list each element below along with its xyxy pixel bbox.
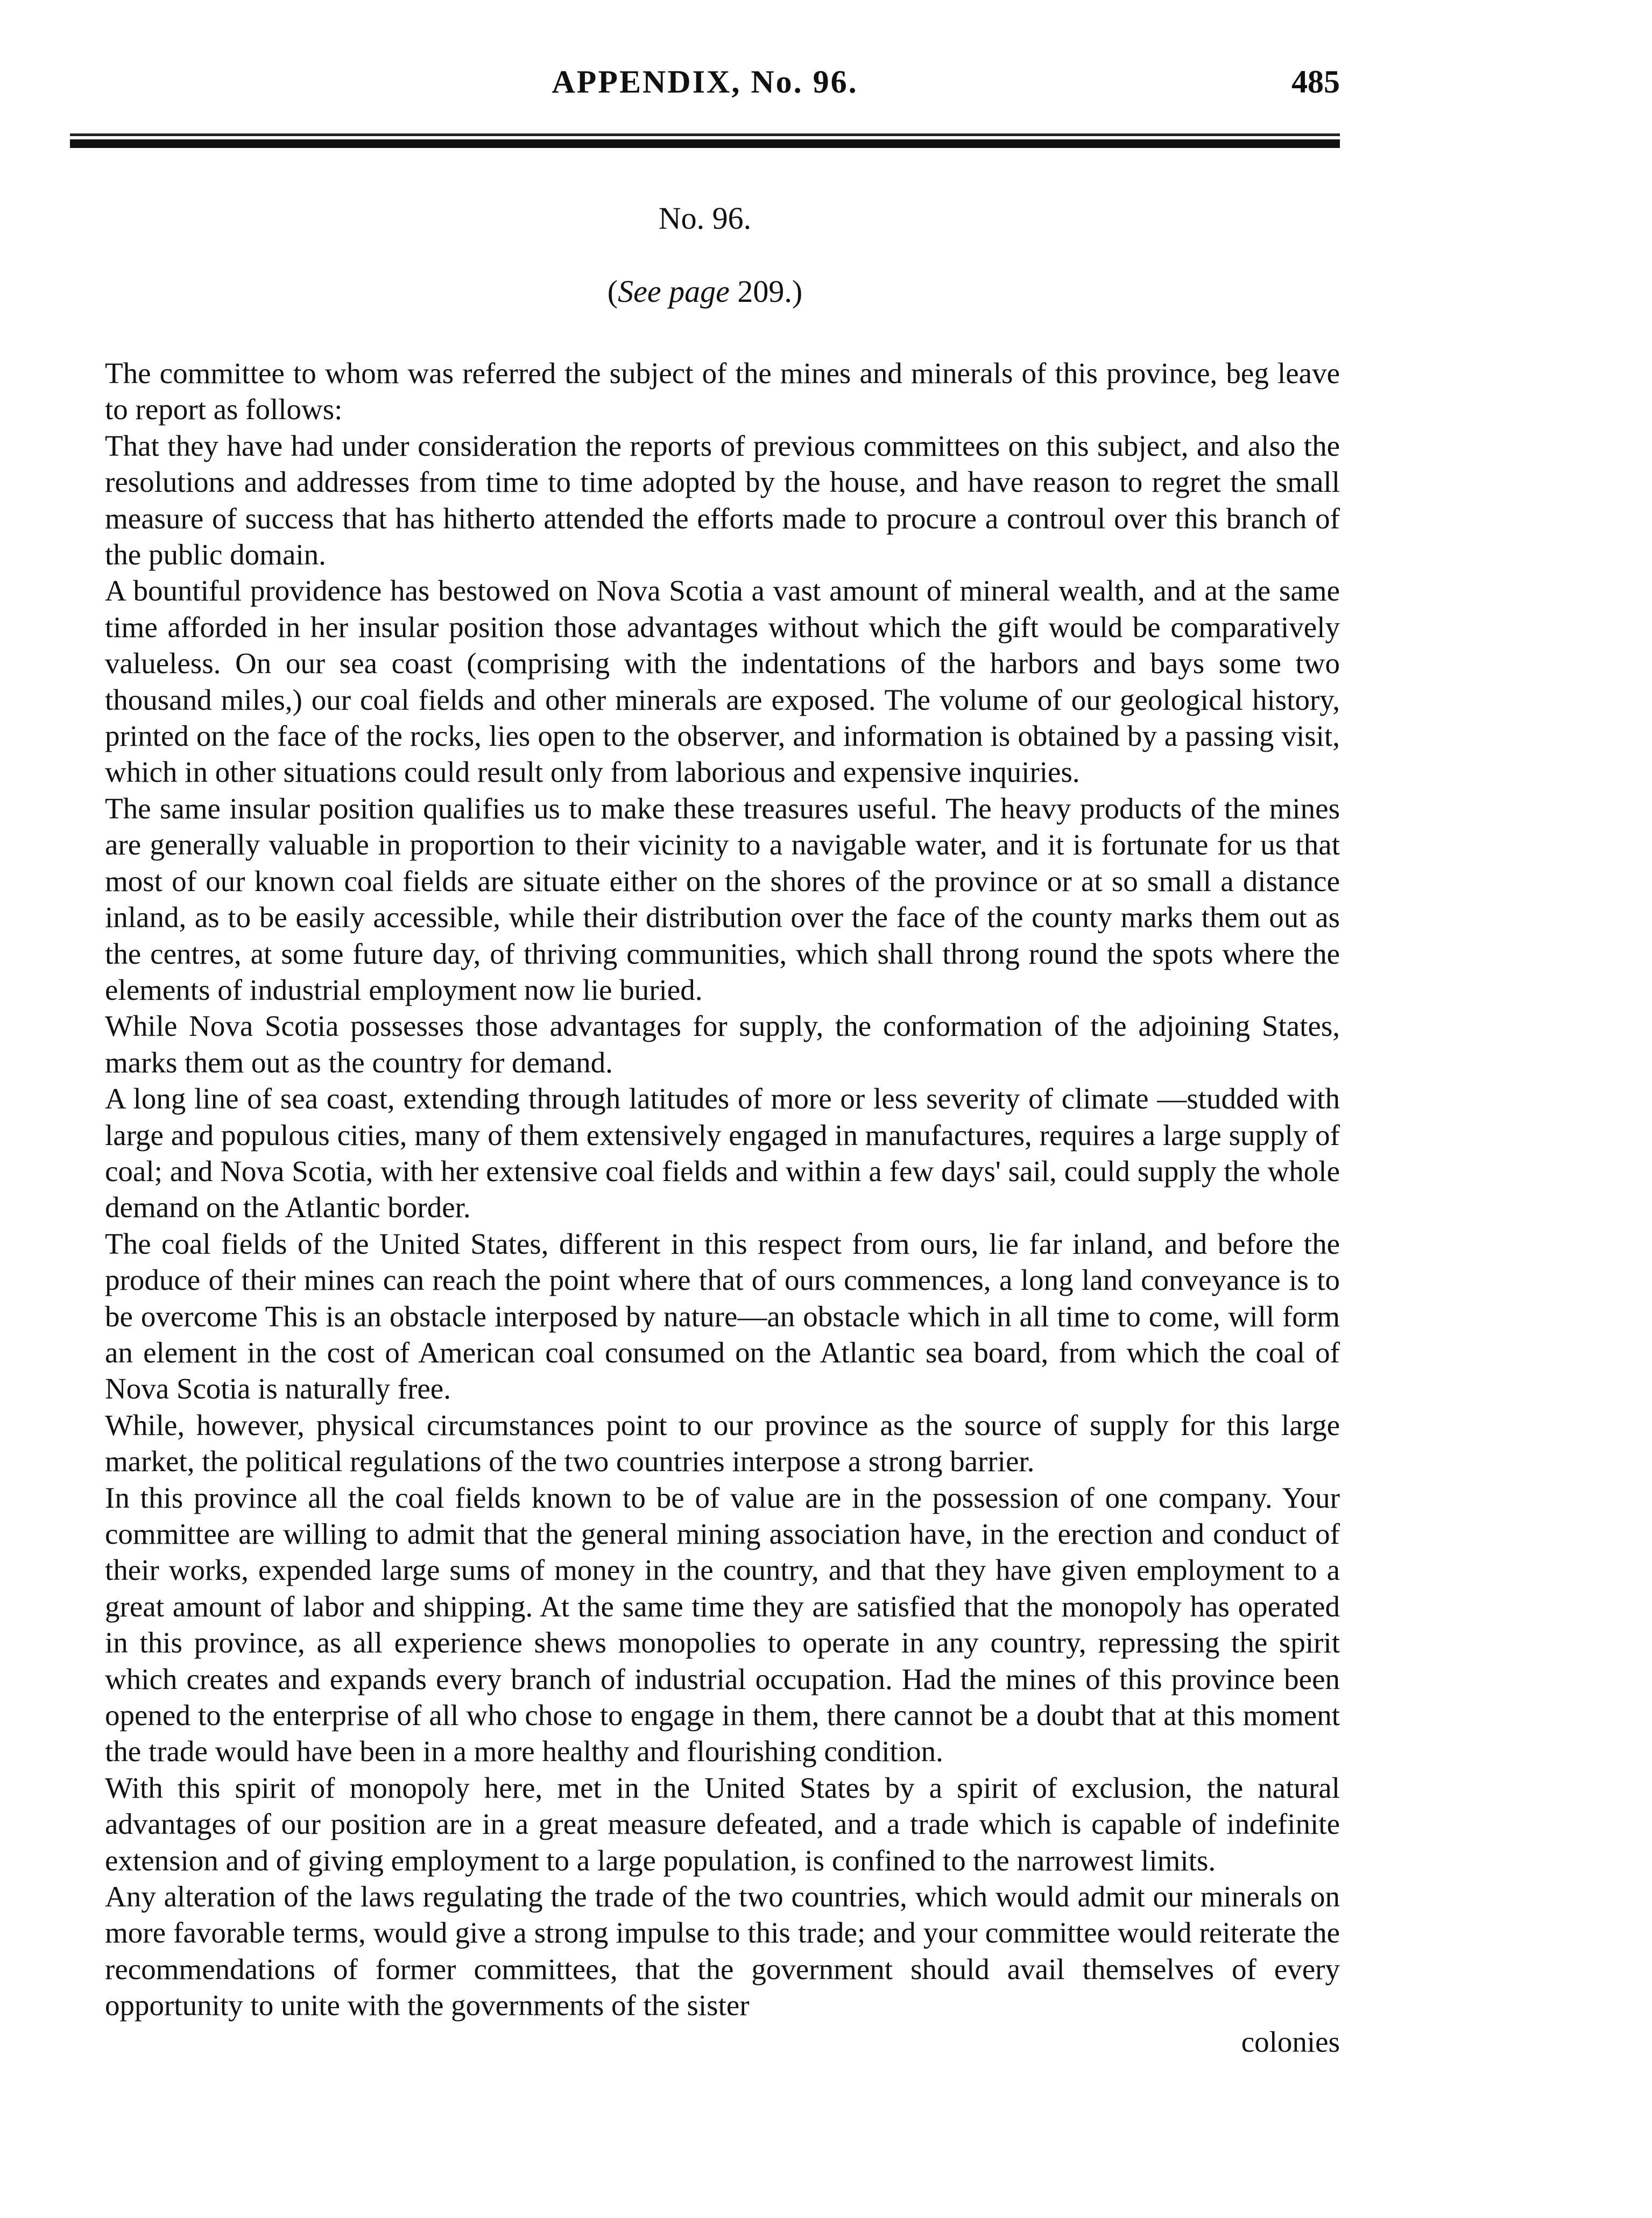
paragraph: The coal fields of the United States, different in this respect from ours, lie far inland, and before the produce of their mines can reach the point where that of ours commences, a long land conveyance is to be overcome This is an obstacle interposed by nature—an obstacle which in all time to come, will form an element in the cost of American coal consumed on the Atlantic sea board, from which the coal of Nova Scotia is naturally free. xyxy=(105,1227,1340,1405)
paragraph: With this spirit of monopoly here, met in the United States by a spirit of exclusion, the natural advantages of our position are in a great measure defeated, and a trade which is capable of indefinite extension and of giving employment to a large population, is confined to the narrowest limits. xyxy=(105,1771,1340,1877)
paragraph: While, however, physical circumstances point to our province as the source of supply for this large market, the political regulations of the two countries interpose a strong barrier. xyxy=(105,1408,1340,1478)
page-reference-number: 209. xyxy=(729,274,792,309)
report-body xyxy=(105,355,1340,2060)
page-reference-open: ( xyxy=(607,274,618,309)
catchword: colonies xyxy=(1241,2025,1340,2058)
paragraph: In this province all the coal fields known to be of value are in the possession of one company. Your committee are willing to admit that the general mining association have, in the erection and conduct of their works, expended large sums of money in the country, and that they have given employment to a great amount of labor and shipping. At the same time they are satisfied that the monopoly has operated in this province, as all experience shews monopolies to operate in any country, repressing the spirit which creates and expands every branch of industrial occupation. Had the mines of this province been opened to the enterprise of all who chose to engage in them, there cannot be a doubt that at this moment the trade would have been in a more healthy and flourishing condition. xyxy=(105,1481,1340,1768)
running-head xyxy=(70,63,1340,107)
paragraph: Any alteration of the laws regulating the trade of the two countries, which would admit our minerals on more favorable terms, would give a strong impulse to this trade; and your committee would reiterate the recommendations of former committees, that the government should avail themselves of every opportunity to unite with the governments of the sister xyxy=(105,1880,1340,2022)
section-number: No. 96. xyxy=(658,201,752,236)
running-title: APPENDIX, No. 96. xyxy=(552,64,858,100)
paragraph: While Nova Scotia possesses those advantages for supply, the conformation of the adjoining States, marks them out as the country for demand. xyxy=(105,1009,1340,1079)
page-reference-close: ) xyxy=(792,274,803,309)
page-reference xyxy=(70,273,1340,309)
paragraph: The same insular position qualifies us to make these treasures useful. The heavy products of the mines are generally valuable in proportion to their vicinity to a navigable water, and it is fortunate for us that most of our known coal fields are situate either on the shores of the province or at so small a distance inland, as to be easily accessible, while their distribution over the face of the county marks them out as the centres, at some future day, of thriving communities, which shall throng round the spots where the elements of industrial employment now lie buried. xyxy=(105,792,1340,1006)
paragraph: The committee to whom was referred the subject of the mines and minerals of this province, beg leave to report as follows: xyxy=(105,357,1340,426)
paragraph: That they have had under consideration the reports of previous committees on this subject, and also the resolutions and addresses from time to time adopted by the house, and have reason to regret the small measure of success that has hitherto attended the efforts made to procure a controul over this branch of the public domain. xyxy=(105,429,1340,571)
header-rule-thick xyxy=(70,139,1340,148)
paragraph: A bountiful providence has bestowed on Nova Scotia a vast amount of mineral wealth, and at the same time afforded in her insular position those advantages without which the gift would be comparatively valueless. On our sea coast (comprising with the indentations of the harbors and bays some two thousand miles,) our coal fields and other minerals are exposed. The volume of our geological history, printed on the face of the rocks, lies open to the observer, and information is obtained by a passing visit, which in other situations could result only from laborious and expensive inquiries. xyxy=(105,574,1340,789)
page-reference-label: See page xyxy=(618,274,730,309)
header-rule-thin xyxy=(70,133,1340,136)
paragraph: A long line of sea coast, extending through latitudes of more or less severity of climate —studded with large and populous cities, many of them extensively engaged in manufactures, requires a large supply of coal; and Nova Scotia, with her extensive coal fields and within a few days' sail, could supply the whole demand on the Atlantic border. xyxy=(105,1082,1340,1224)
page-number: 485 xyxy=(1291,64,1340,100)
